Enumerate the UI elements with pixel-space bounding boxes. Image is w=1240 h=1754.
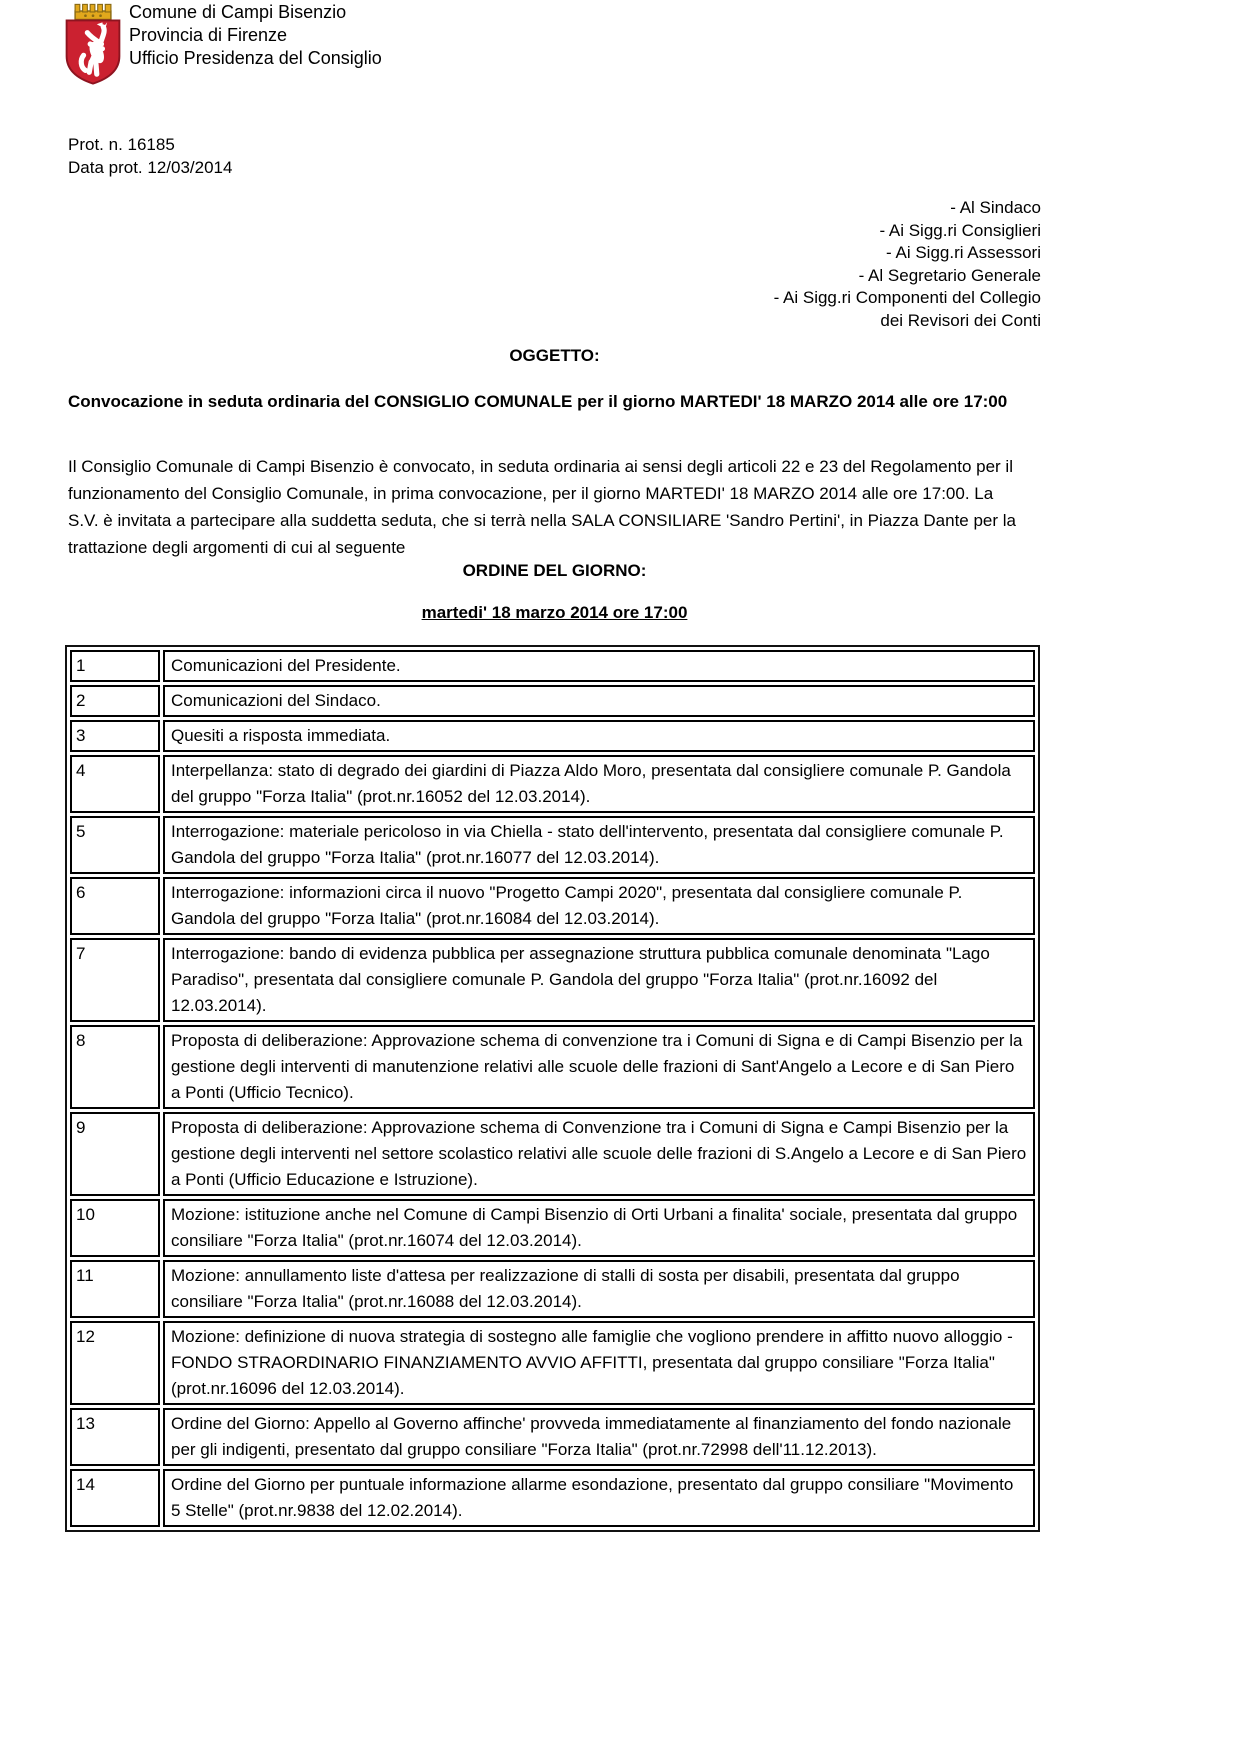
coat-of-arms-logo [60,2,126,86]
agenda-item-number: 8 [70,1025,160,1109]
agenda-row [70,938,1035,1022]
agenda-item-number: 7 [70,938,160,1022]
agenda-row [70,1199,1035,1257]
agenda-table-body [70,650,1035,1527]
protocol-date: Data prot. 12/03/2014 [68,158,233,177]
agenda-row [70,650,1035,682]
agenda-item-text: Quesiti a risposta immediata. [163,720,1035,752]
body-paragraph: Il Consiglio Comunale di Campi Bisenzio è convocato, in seduta ordinaria ai sensi degli articoli 22 e 23 del Regolamento per il funzionamento del Consiglio Comunale, in prima convocazione, per il giorno MARTEDI' 18 MARZO 2014 alle ore 17:00. La S.V. è invitata a partecipare alla suddetta seduta, che si terrà nella SALA CONSILIARE 'Sandro Pertini', in Piazza Dante per la trattazione degli argomenti di cui al seguente [68,457,1016,557]
agenda-item-number: 6 [70,877,160,935]
agenda-row [70,816,1035,874]
agenda-row [70,1025,1035,1109]
org-header [129,1,382,70]
agenda-item-number: 4 [70,755,160,813]
agenda-item-text: Comunicazioni del Sindaco. [163,685,1035,717]
org-province: Provincia di Firenze [129,25,288,45]
agenda-item-text: Proposta di deliberazione: Approvazione schema di convenzione tra i Comuni di Signa e di Campi Bisenzio per la gestione degli interventi di manutenzione relativi alle scuole delle frazioni di Sant'Angelo a Lecore e di San Piero a Ponti (Ufficio Tecnico). [163,1025,1035,1109]
agenda-item-text: Proposta di deliberazione: Approvazione schema di Convenzione tra i Comuni di Signa e Campi Bisenzio per la gestione degli interventi nel settore scolastico relativi alle scuole delle frazioni di S.Angelo a Lecore e di San Piero a Ponti (Ufficio Educazione e Istruzione). [163,1112,1035,1196]
org-office: Ufficio Presidenza del Consiglio [129,48,382,68]
subject-title: Convocazione in seduta ordinaria del CONSIGLIO COMUNALE per il giorno MARTEDI' 18 MARZO 2014 alle ore 17:00 [68,392,1008,411]
agenda-row [70,720,1035,752]
agenda-item-number: 9 [70,1112,160,1196]
agenda-item-number: 3 [70,720,160,752]
agenda-item-number: 2 [70,685,160,717]
recipient-line: - Ai Sigg.ri Consiglieri [879,220,1041,240]
recipient-line: dei Revisori dei Conti [880,310,1041,330]
agenda-row [70,1408,1035,1466]
recipient-line: - Ai Sigg.ri Componenti del Collegio [773,288,1041,307]
agenda-item-text: Comunicazioni del Presidente. [163,650,1035,682]
agenda-item-text: Ordine del Giorno per puntuale informazione allarme esondazione, presentato dal gruppo consiliare "Movimento 5 Stelle" (prot.nr.9838 del 12.02.2014). [163,1469,1035,1527]
agenda-item-number: 13 [70,1408,160,1466]
agenda-item-number: 14 [70,1469,160,1527]
agenda-item-text: Interrogazione: informazioni circa il nuovo "Progetto Campi 2020", presentata dal consigliere comunale P. Gandola del gruppo "Forza Italia" (prot.nr.16084 del 12.03.2014). [163,877,1035,935]
agenda-row [70,1112,1035,1196]
agenda-item-text: Interrogazione: bando di evidenza pubblica per assegnazione struttura pubblica comunale denominata "Lago Paradiso", presentata dal consigliere comunale P. Gandola del gruppo "Forza Italia" (prot.nr.16092 del 12.03.2014). [163,938,1035,1022]
agenda-item-text: Mozione: annullamento liste d'attesa per realizzazione di stalli di sosta per disabili, presentata dal gruppo consiliare "Forza Italia" (prot.nr.16088 del 12.03.2014). [163,1260,1035,1318]
agenda-item-text: Ordine del Giorno: Appello al Governo affinche' provveda immediatamente al finanziamento del fondo nazionale per gli indigenti, presentato dal gruppo consiliare "Forza Italia" (prot.nr.72998 dell'11.12.2013). [163,1408,1035,1466]
agenda-item-number: 10 [70,1199,160,1257]
org-name: Comune di Campi Bisenzio [129,2,347,22]
recipient-line: - Al Sindaco [950,198,1041,217]
agenda-item-text: Mozione: definizione di nuova strategia di sostegno alle famiglie che vogliono prendere in affitto nuovo alloggio - FONDO STRAORDINARIO FINANZIAMENTO AVVIO AFFITTI, presentata dal gruppo consiliare "Forza Italia" (prot.nr.16096 del 12.03.2014). [163,1321,1035,1405]
protocol-number: Prot. n. 16185 [68,135,175,154]
agenda-heading: ORDINE DEL GIORNO: [462,561,647,580]
subject-label: OGGETTO: [509,346,600,365]
agenda-item-number: 5 [70,816,160,874]
agenda-row [70,1321,1035,1405]
session-datetime-text: martedi' 18 marzo 2014 ore 17:00 [421,603,688,622]
protocol-block [68,133,232,179]
agenda-item-text: Mozione: istituzione anche nel Comune di Campi Bisenzio di Orti Urbani a finalita' sociale, presentata dal gruppo consiliare "Forza Italia" (prot.nr.16074 del 12.03.2014). [163,1199,1035,1257]
agenda-item-number: 12 [70,1321,160,1405]
recipient-line: - Ai Sigg.ri Assessori [886,243,1041,262]
agenda-item-number: 1 [70,650,160,682]
agenda-row [70,755,1035,813]
agenda-item-number: 11 [70,1260,160,1318]
agenda-table [65,645,1040,1532]
recipients-list [68,197,1041,332]
agenda-row [70,1260,1035,1318]
agenda-row [70,685,1035,717]
session-datetime [68,603,1041,623]
agenda-item-text: Interpellanza: stato di degrado dei giardini di Piazza Aldo Moro, presentata dal consigliere comunale P. Gandola del gruppo "Forza Italia" (prot.nr.16052 del 12.03.2014). [163,755,1035,813]
agenda-item-text: Interrogazione: materiale pericoloso in via Chiella - stato dell'intervento, presentata dal consigliere comunale P. Gandola del gruppo "Forza Italia" (prot.nr.16077 del 12.03.2014). [163,816,1035,874]
recipient-line: - Al Segretario Generale [858,265,1041,285]
agenda-row [70,1469,1035,1527]
agenda-row [70,877,1035,935]
campi-bisenzio-coat-of-arms-icon [60,2,126,86]
